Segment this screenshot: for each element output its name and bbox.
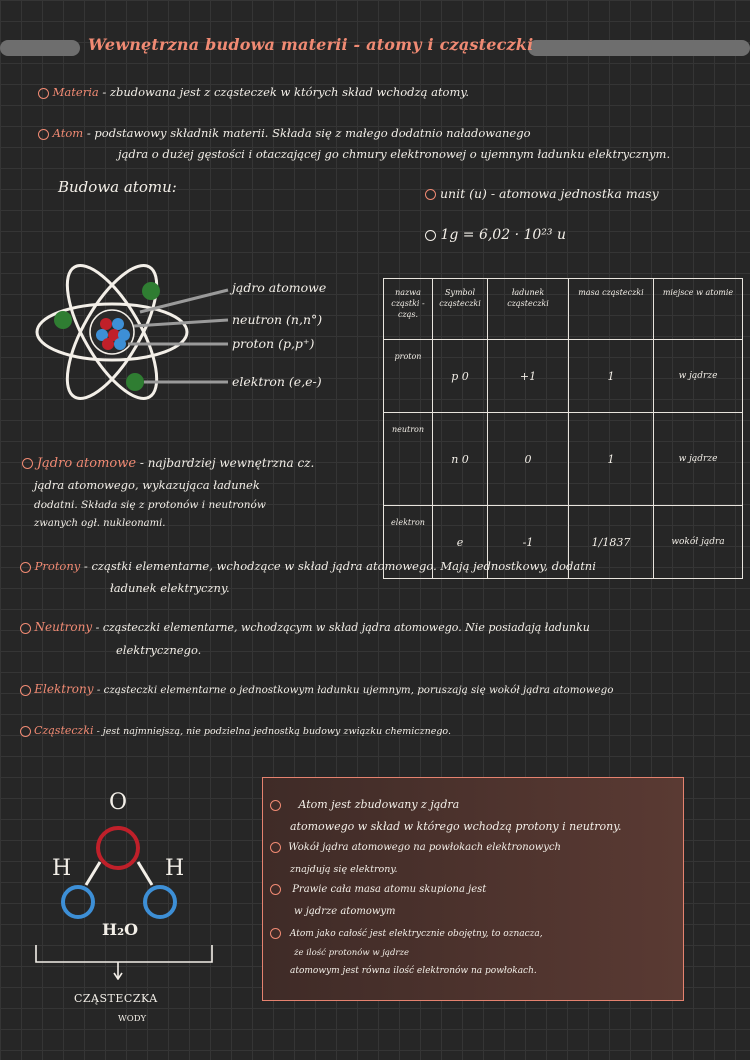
summary-item [270,842,561,853]
table-cell: neutron [384,413,433,506]
nucleus-line4: zwanych ogł. nukleonami. [34,518,166,529]
title-decoration-right [528,40,750,56]
label-electron: elektron (e,e-) [232,374,322,389]
electron-dot [54,311,72,329]
atom-definition [38,125,531,142]
table-cell: +1 [488,340,569,413]
elektrony-line1: - cząsteczki elementarne o jednostkowym ładunku ujemnym, poruszają się wokół jądra atomowego [96,684,614,696]
nucleus-term: Jądro atomowe [36,456,137,471]
table-cell: p 0 [433,340,488,413]
czasteczki-term: Cząsteczki [34,724,94,737]
protony-line2: ładunek elektryczny. [110,581,230,595]
hydrogen-atom [63,887,93,917]
summary-text: Atom jest zbudowany z jądra [298,798,460,811]
table-cell: proton [384,340,433,413]
table-cell: -1 [488,506,569,579]
neutrony-term: Neutrony [34,620,93,634]
unit-definition [425,186,659,201]
summary-text: że ilość protonów w jądrze [294,948,410,958]
nucleus-line3: dodatni. Składa się z protonów i neutronów [34,499,266,511]
table-cell: wokół jądra [654,506,743,579]
electron-dot [126,373,144,391]
table-cell: w jądrze [654,340,743,413]
protony-definition [20,558,596,575]
protony-term: Protony [34,559,81,573]
oxygen-atom [98,828,138,868]
table-cell: w jądrze [654,413,743,506]
unit-line1: unit (u) - atomowa jednostka masy [439,186,659,201]
table-header: miejsce w atomie [654,279,743,340]
bullet-icon [20,562,31,573]
bullet-icon [270,884,281,895]
table-row [384,413,743,506]
particle-table [383,278,743,579]
atom-text-line2: jądra o dużej gęstości i otaczającej go chmury elektronowej o ujemnym ładunku elektrycznym. [118,147,671,161]
summary-text: Wokół jądra atomowego na powłokach elektronowych [288,842,561,853]
summary-text: znajdują się elektrony. [290,864,398,875]
czasteczki-line1: - jest najmniejszą, nie podzielna jednostką budowy związku chemicznego. [96,726,452,737]
table-cell: e [433,506,488,579]
summary-text: Atom jako całość jest elektrycznie obojętny, to oznacza, [289,929,543,939]
oxygen-label: O [109,790,128,815]
bullet-icon [20,623,31,634]
hydrogen-label-right: H [165,856,185,881]
table-cell: elektron [384,506,433,579]
table-cell: 0 [488,413,569,506]
label-neutron: neutron (n,n°) [232,312,323,327]
title-decoration-left [0,40,80,56]
page-title: Wewnętrzna budowa materii - atomy i cząsteczki [88,35,534,54]
elektrony-definition [20,682,613,696]
czasteczki-definition [20,724,451,737]
neutrony-line1: - cząsteczki elementarne, wchodzącym w skład jądra atomowego. Nie posiadają ładunku [95,621,590,634]
table-row [384,340,743,413]
molecule-caption-2: WODY [118,1014,147,1024]
materia-text: - zbudowana jest z cząsteczek w których skład wchodzą atomy. [102,85,470,99]
summary-text: w jądrze atomowym [294,906,396,917]
bullet-icon [20,726,31,737]
bullet-icon [38,129,49,140]
unit-line2: 1g = 6,02 · 10²³ u [440,227,566,243]
elektrony-term: Elektrony [34,682,94,696]
atom-term: Atom [52,126,84,140]
molecule-caption-1: CZĄSTECZKA [74,992,158,1005]
table-header: ładunek cząsteczki [488,279,569,340]
electron-dot [142,282,160,300]
materia-term: Materia [52,85,99,99]
summary-item [270,884,486,895]
nucleus-line2: jądra atomowego, wykazująca ładunek [34,478,260,492]
summary-text: atomowym jest równa ilość elektronów na powłokach. [290,966,537,976]
table-cell: 1 [569,340,654,413]
neutrony-definition [20,620,590,634]
label-proton: proton (p,p⁺) [232,336,315,351]
atom-text-line1: - podstawowy składnik materii. Składa się z małego dodatnio naładowanego [86,126,531,140]
table-header: nazwa cząstki - cząs. [384,279,433,340]
nucleus-definition [22,456,314,471]
table-cell: 1/1837 [569,506,654,579]
nucleus-line1: - najbardziej wewnętrzna cz. [139,456,315,470]
neutrony-line2: elektrycznego. [116,643,202,657]
bond-line [138,862,152,885]
bullet-icon [270,928,281,939]
table-header-row [384,279,743,340]
bullet-icon [270,800,281,811]
bullet-icon [425,230,436,241]
summary-item [270,798,459,811]
table-header: masa cząsteczki [569,279,654,340]
table-cell: n 0 [433,413,488,506]
bullet-icon [38,88,49,99]
unit-conversion [425,227,566,243]
materia-definition [38,84,469,101]
formula-label: H₂O [102,920,139,939]
hydrogen-label-left: H [52,856,72,881]
summary-item [270,928,543,939]
bond-line [86,862,100,885]
bullet-icon [270,842,281,853]
atom-structure-heading: Budowa atomu: [58,178,177,196]
nucleus [90,310,134,354]
bracket [36,945,212,962]
table-header: Symbol cząsteczki [433,279,488,340]
hydrogen-atom [145,887,175,917]
summary-text: Prawie cała masa atomu skupiona jest [292,884,487,895]
bullet-icon [20,685,31,696]
label-nucleus: jądro atomowe [232,280,327,295]
table-cell: 1 [569,413,654,506]
atom-diagram [30,240,350,430]
protony-line1: - cząstki elementarne, wchodzące w skład jądra atomowego. Mają jednostkowy, dodatni [83,559,596,573]
water-molecule-diagram [30,790,230,980]
summary-text: atomowego w skład w którego wchodzą protony i neutrony. [290,820,622,833]
bullet-icon [425,189,436,200]
bullet-icon [22,458,33,469]
